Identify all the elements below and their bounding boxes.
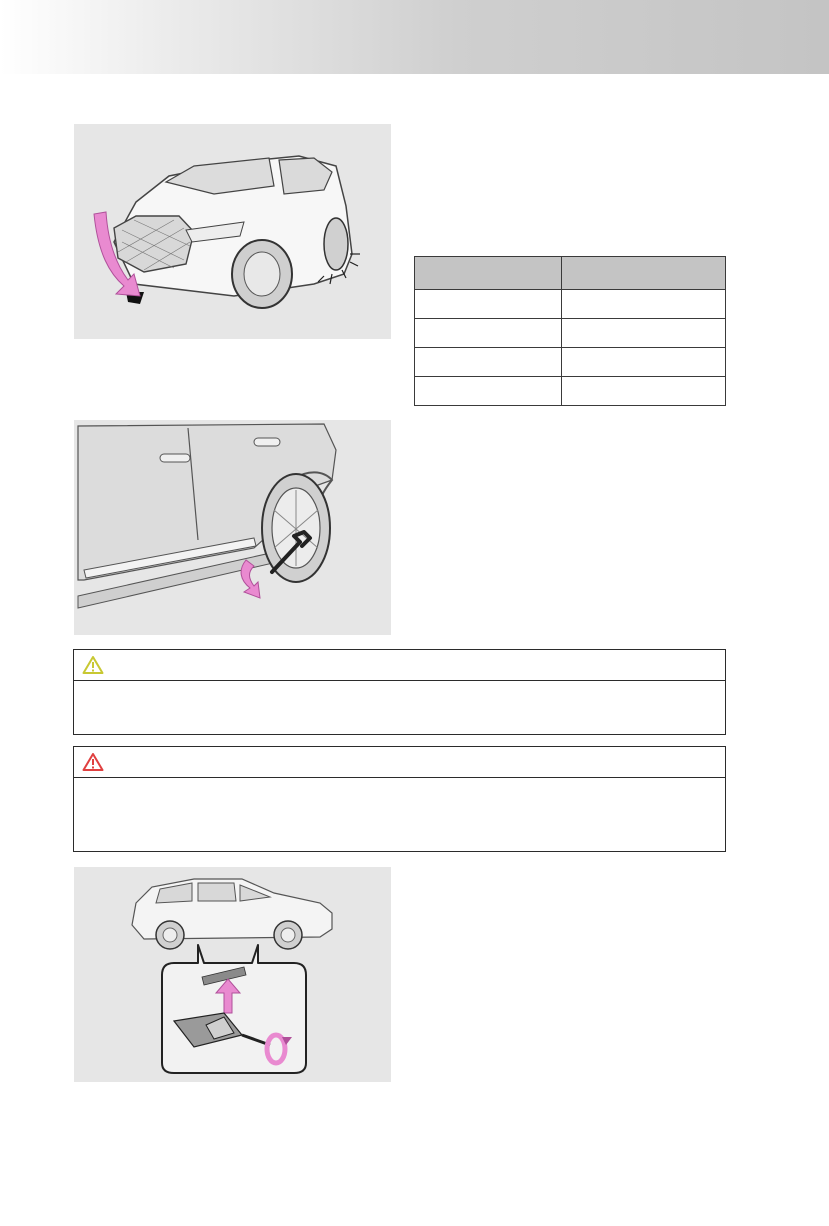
table-header-cell [562, 257, 726, 290]
table-row [415, 348, 726, 377]
warning-triangle-icon [82, 752, 104, 772]
figure-jack-placement [74, 867, 391, 1082]
warning-notice-header [74, 747, 725, 778]
figure-wheel-wrench-loosening [74, 420, 391, 635]
table-row [415, 290, 726, 319]
table-header-row [415, 257, 726, 290]
table-cell [562, 290, 726, 319]
table-header-cell [415, 257, 562, 290]
table-row [415, 377, 726, 406]
caution-triangle-icon [82, 655, 104, 675]
table-cell [415, 377, 562, 406]
caution-notice-header [74, 650, 725, 681]
table-cell [562, 377, 726, 406]
table-row [415, 319, 726, 348]
page-header-band [0, 0, 829, 74]
spec-table [414, 256, 726, 406]
table-cell [415, 290, 562, 319]
table-cell [562, 319, 726, 348]
table-cell [415, 348, 562, 377]
caution-notice-box [73, 649, 726, 735]
table-cell [562, 348, 726, 377]
table-cell [415, 319, 562, 348]
warning-text [74, 778, 725, 850]
caution-text [74, 681, 725, 733]
figure-suv-front-tow-hook [74, 124, 391, 339]
warning-notice-box [73, 746, 726, 852]
